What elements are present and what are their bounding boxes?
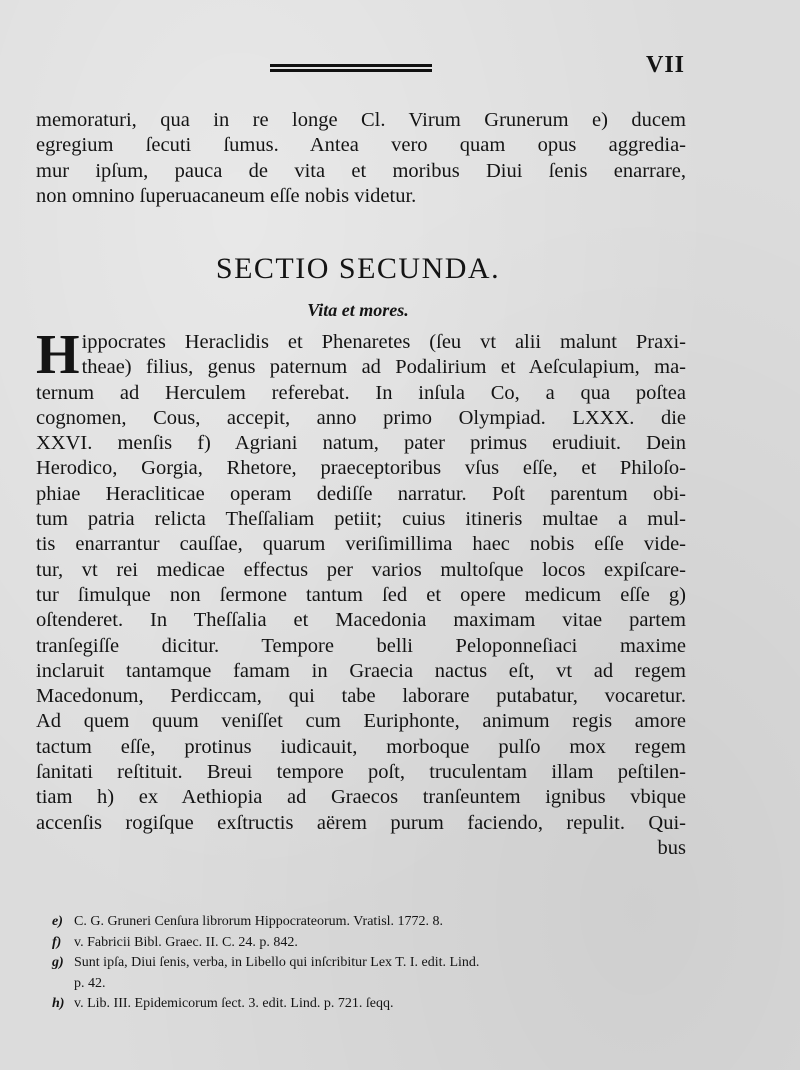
page-number: VII <box>645 52 685 78</box>
text-line: accenſis rogiſque exſtructis aërem purum faciendo, repulit. Qui- <box>36 811 686 834</box>
footnotes <box>52 912 686 1015</box>
text-line: mur ipſum, pauca de vita et moribus Diui ſenis enarrare, <box>36 159 686 182</box>
section-subtitle: Vita et mores. <box>307 300 409 320</box>
footnote <box>52 933 686 954</box>
text-line: egregium ſecuti ſumus. Antea vero quam opus aggredia- <box>36 134 686 157</box>
text-line: Herodico, Gorgia, Rhetore, praeceptoribus vſus eſſe, et Philoſo- <box>36 457 686 480</box>
text-line: ippocrates Heraclidis et Phenaretes (ſeu vt alii malunt Praxi- <box>81 331 686 353</box>
footnote-text: C. G. Gruneri Cenſura librorum Hippocrateorum. Vratisl. 1772. 8. <box>74 914 444 929</box>
text-line: ternum ad Herculem referebat. In inſula Co, a qua poſtea <box>36 381 686 404</box>
footnote-mark: g) <box>52 955 64 970</box>
footnote <box>52 994 686 1015</box>
text-line: ſanitati reſtituit. Breui tempore poſt, truculentam illam peſtilen- <box>36 761 686 784</box>
text-line: tum patria relicta Theſſaliam petiit; cuius itineris multae a mul- <box>36 508 686 531</box>
footnote-continuation <box>52 974 686 995</box>
catchword: bus <box>657 836 686 859</box>
text-line: tur, vt rei medicae effectus per varios multoſque locos expiſcare- <box>36 558 686 581</box>
text-line: memoraturi, qua in re longe Cl. Virum Grunerum e) ducem <box>36 109 686 131</box>
text-line: tiam h) ex Aethiopia ad Graecos tranſeuntem ignibus vbique <box>36 786 686 809</box>
section-title: SECTIO SECUNDA. <box>215 252 501 285</box>
text-line: tis enarrantur cauſſae, quarum veriſimillima haec nobis eſſe vide- <box>36 533 686 556</box>
intro-paragraph <box>36 108 686 209</box>
footnote-text: p. 42. <box>74 975 106 991</box>
text-line: Ad quem quum veniſſet cum Euriphonte, animum regis amore <box>36 710 686 733</box>
text-line: cognomen, Cous, accepit, anno primo Olympiad. LXXX. die <box>36 406 686 429</box>
footnote-text: Sunt ipſa, Diui ſenis, verba, in Libello qui inſcribitur Lex T. I. edit. Lind. <box>74 955 480 970</box>
text-line: non omnino ſuperuacaneum eſſe nobis videtur. <box>36 184 417 207</box>
footnote-mark: h) <box>52 996 65 1011</box>
footnote-mark: e) <box>52 914 63 929</box>
footnote-text: v. Fabricii Bibl. Graec. II. C. 24. p. 842. <box>74 934 298 950</box>
text-line: theae) filius, genus paternum ad Podalirium et Aeſculapium, ma- <box>81 356 686 379</box>
text-line: oſtenderet. In Theſſalia et Macedonia maximam vitae partem <box>36 609 686 632</box>
text-line: XXVI. menſis f) Agriani natum, pater primus erudiuit. Dein <box>36 432 686 455</box>
text-line: inclaruit tantamque famam in Graecia nactus eſt, vt ad regem <box>36 659 686 682</box>
header-ornament-rule <box>270 64 432 76</box>
body-paragraph <box>36 324 686 861</box>
text-line: phiae Heracliticae operam dediſſe narratur. Poſt parentum obi- <box>36 482 686 505</box>
text-line: tranſegiſſe dicitur. Tempore belli Peloponneſiaci maxime <box>36 634 686 657</box>
footnote <box>52 912 686 933</box>
footnote-text: v. Lib. III. Epidemicorum ſect. 3. edit. Lind. p. 721. ſeqq. <box>74 996 394 1011</box>
text-line: tactum eſſe, protinus iudicauit, morboque pulſo mox regem <box>36 735 686 758</box>
drop-cap: H <box>36 324 80 386</box>
text-line: Macedonum, Perdiccam, qui tabe laborare putabatur, vocaretur. <box>36 685 686 708</box>
footnote-mark: f) <box>52 934 62 950</box>
text-line: tur ſimulque non ſermone tantum ſed et opere medicum eſſe g) <box>36 583 686 606</box>
footnote <box>52 953 686 974</box>
